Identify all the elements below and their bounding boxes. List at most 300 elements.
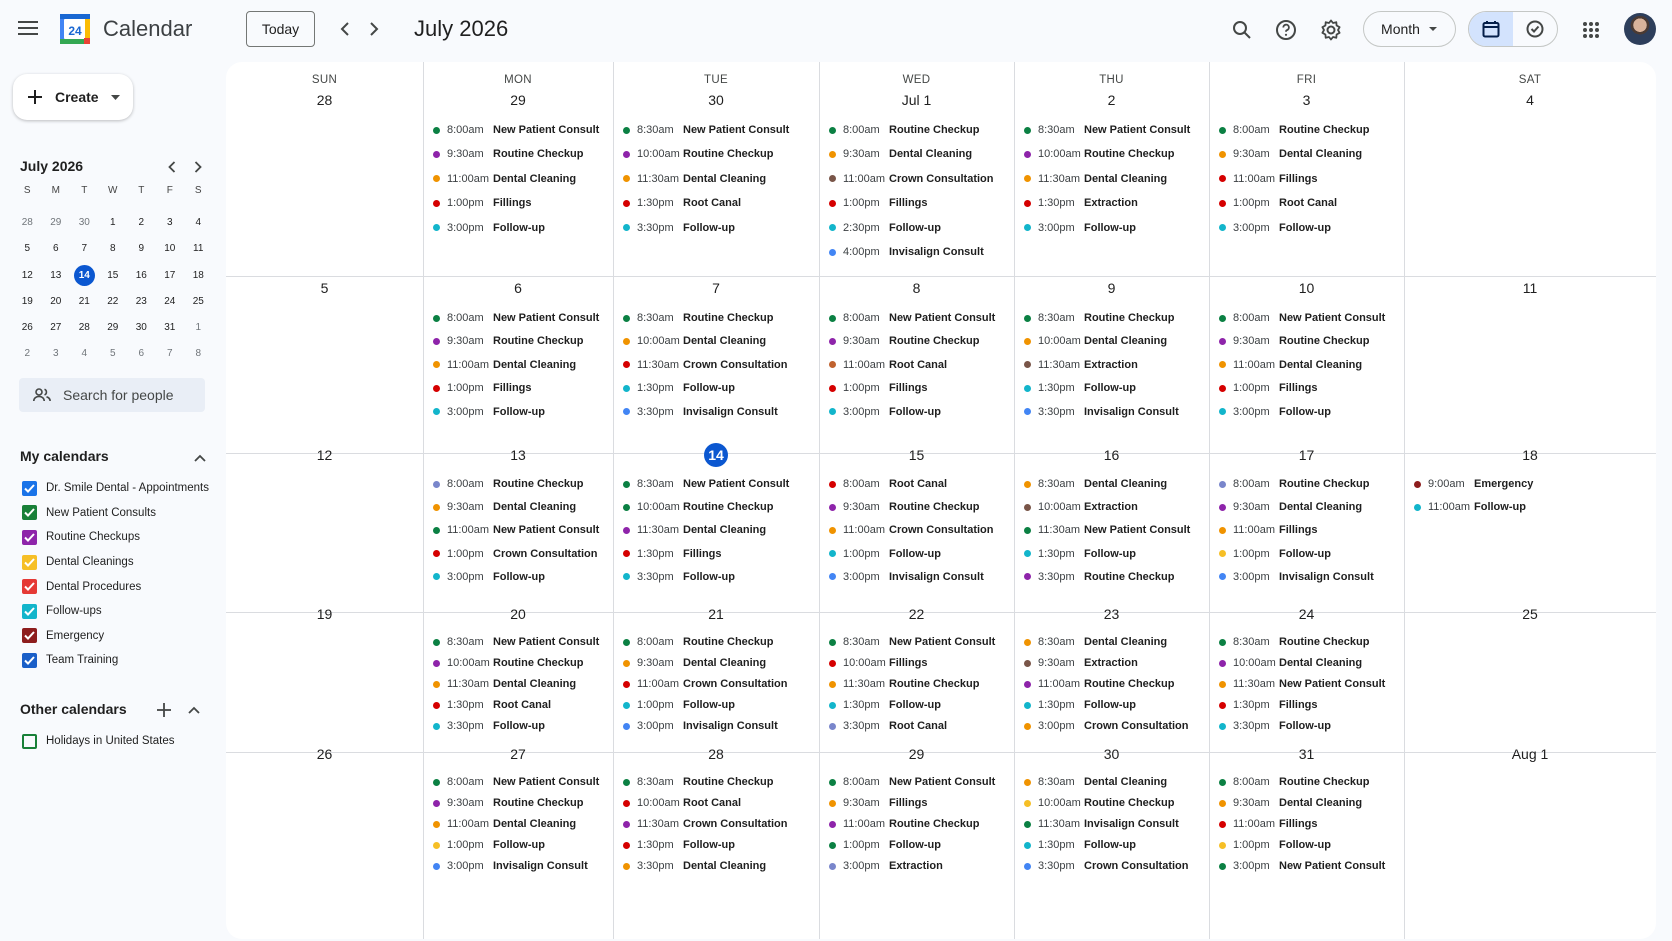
settings-gear-icon[interactable] — [1317, 16, 1345, 44]
event-chip[interactable] — [1024, 653, 1205, 673]
event-chip[interactable] — [829, 520, 1010, 540]
event-chip[interactable] — [1219, 653, 1400, 673]
event-chip[interactable] — [1024, 793, 1205, 813]
mini-prev-month-icon[interactable] — [162, 157, 182, 177]
mini-day[interactable]: 23 — [135, 295, 147, 307]
event-color-dot — [433, 660, 440, 667]
event-chip[interactable] — [829, 308, 1010, 328]
event-time: 11:00am — [1038, 678, 1080, 690]
next-month-icon[interactable] — [361, 16, 387, 42]
event-chip[interactable] — [623, 814, 815, 834]
event-title: Routine Checkup — [683, 636, 774, 648]
event-title: Dental Cleaning — [1279, 797, 1363, 809]
event-color-dot — [1024, 863, 1031, 870]
event-chip[interactable] — [623, 193, 815, 213]
event-chip[interactable] — [829, 355, 1010, 375]
view-selector-dropdown[interactable] — [1363, 11, 1456, 47]
event-chip[interactable] — [433, 378, 609, 398]
event-chip[interactable] — [433, 308, 609, 328]
day-number[interactable]: 30 — [708, 92, 724, 108]
calendar-item[interactable] — [22, 501, 209, 526]
checkbox-checked-icon[interactable] — [22, 481, 37, 496]
event-chip[interactable] — [1024, 567, 1205, 587]
mini-day[interactable]: 5 — [24, 243, 31, 255]
event-chip[interactable] — [623, 308, 815, 328]
day-number[interactable]: 21 — [708, 606, 724, 622]
day-number[interactable]: 11 — [1522, 280, 1538, 296]
event-chip[interactable] — [1414, 497, 1652, 517]
event-color-dot — [433, 315, 440, 322]
event-color-dot — [433, 639, 440, 646]
calendar-item[interactable] — [22, 574, 209, 599]
event-chip[interactable] — [433, 520, 609, 540]
event-chip[interactable] — [623, 674, 815, 694]
event-chip[interactable] — [1219, 378, 1400, 398]
day-number[interactable]: 15 — [908, 447, 925, 463]
day-number[interactable]: 28 — [708, 746, 724, 762]
mini-day[interactable]: 29 — [50, 216, 62, 228]
event-chip[interactable] — [433, 653, 609, 673]
event-time: 1:30pm — [1038, 197, 1075, 210]
event-chip[interactable] — [433, 835, 609, 855]
event-chip[interactable] — [1219, 193, 1400, 213]
event-chip[interactable] — [433, 632, 609, 652]
event-title: New Patient Consult — [1084, 124, 1191, 136]
calendar-item-label: Holidays in United States — [46, 735, 175, 748]
event-chip[interactable] — [433, 331, 609, 351]
event-color-dot — [1219, 175, 1226, 182]
mini-day[interactable]: 29 — [107, 322, 119, 334]
event-chip[interactable] — [433, 193, 609, 213]
event-chip[interactable] — [829, 497, 1010, 517]
event-time: 11:00am — [1428, 501, 1470, 514]
mini-day[interactable]: 6 — [52, 243, 59, 255]
mini-day[interactable]: 21 — [78, 295, 90, 307]
event-chip[interactable] — [829, 193, 1010, 213]
mini-day[interactable]: 18 — [192, 269, 204, 281]
mini-day[interactable]: 4 — [195, 216, 202, 228]
event-chip[interactable] — [829, 144, 1010, 164]
mini-day[interactable]: 11 — [193, 243, 204, 255]
event-chip[interactable] — [829, 716, 1010, 736]
day-number[interactable]: 29 — [908, 746, 925, 762]
event-title: Dental Cleaning — [1084, 172, 1168, 185]
event-chip[interactable] — [623, 793, 815, 813]
event-title: Routine Checkup — [1279, 478, 1370, 490]
mini-day[interactable]: 30 — [135, 322, 147, 334]
calendar-item[interactable] — [22, 729, 174, 754]
event-time: 1:30pm — [637, 197, 674, 210]
event-title: New Patient Consult — [1279, 860, 1386, 872]
calendar-item-label: Dental Cleanings — [46, 556, 134, 569]
event-chip[interactable] — [1219, 695, 1400, 715]
event-chip[interactable] — [433, 402, 609, 422]
event-chip[interactable] — [829, 674, 1010, 694]
event-title: Dental Cleaning — [1279, 501, 1363, 514]
day-number[interactable]: 4 — [1526, 92, 1534, 108]
event-title: New Patient Consult — [493, 312, 600, 324]
day-number[interactable]: 26 — [316, 746, 333, 762]
mini-day[interactable]: 1 — [195, 322, 202, 334]
collapse-other-calendars-icon[interactable] — [184, 700, 204, 720]
event-chip[interactable] — [1024, 355, 1205, 375]
event-chip[interactable] — [1024, 144, 1205, 164]
event-chip[interactable] — [829, 814, 1010, 834]
event-chip[interactable] — [433, 497, 609, 517]
event-chip[interactable] — [623, 378, 815, 398]
event-title: Invisalign Consult — [683, 405, 778, 418]
event-chip[interactable] — [623, 169, 815, 189]
mini-day[interactable]: 28 — [78, 322, 90, 334]
checkbox-checked-icon[interactable] — [22, 555, 37, 570]
calendar-view-icon[interactable] — [1469, 12, 1513, 46]
event-chip[interactable] — [623, 567, 815, 587]
event-chip[interactable] — [623, 544, 815, 564]
event-chip[interactable] — [1024, 474, 1205, 494]
mini-day[interactable]: 7 — [166, 348, 173, 360]
day-number[interactable]: 5 — [320, 280, 329, 296]
event-time: 8:00am — [1233, 124, 1270, 136]
previous-month-icon[interactable] — [332, 16, 358, 42]
event-chip[interactable] — [1219, 544, 1400, 564]
event-chip[interactable] — [1219, 308, 1400, 328]
event-chip[interactable] — [829, 402, 1010, 422]
apps-grid-icon[interactable] — [1577, 16, 1605, 44]
event-chip[interactable] — [829, 653, 1010, 673]
event-chip[interactable] — [829, 793, 1010, 813]
event-chip[interactable] — [1219, 716, 1400, 736]
column-divider — [1014, 62, 1015, 939]
calendar-item[interactable] — [22, 525, 209, 550]
mini-day[interactable]: 16 — [135, 269, 147, 281]
event-color-dot — [829, 224, 836, 231]
day-number[interactable]: 6 — [514, 280, 522, 296]
day-number[interactable]: 12 — [316, 447, 333, 463]
event-chip[interactable] — [623, 695, 815, 715]
mini-day[interactable]: 4 — [81, 348, 88, 360]
day-number[interactable]: 8 — [912, 280, 921, 296]
event-chip[interactable] — [1219, 632, 1400, 652]
day-number[interactable]: 24 — [1298, 606, 1315, 622]
day-number[interactable]: 31 — [1298, 746, 1315, 762]
event-chip[interactable] — [829, 856, 1010, 876]
event-chip[interactable] — [433, 856, 609, 876]
search-people-input[interactable] — [19, 378, 205, 412]
day-number[interactable]: 7 — [712, 280, 720, 296]
event-chip[interactable] — [433, 144, 609, 164]
day-number[interactable]: Jul 1 — [901, 92, 932, 108]
day-number[interactable]: 2 — [1107, 92, 1116, 108]
mini-day[interactable]: 20 — [50, 295, 62, 307]
checkbox-checked-icon[interactable] — [22, 604, 37, 619]
event-chip[interactable] — [829, 218, 1010, 238]
mini-day[interactable]: 5 — [109, 348, 116, 360]
event-chip[interactable] — [623, 402, 815, 422]
event-time: 1:30pm — [843, 699, 880, 711]
today-button[interactable]: Today — [246, 11, 315, 47]
main-menu-icon[interactable] — [14, 14, 42, 42]
event-color-dot — [433, 200, 440, 207]
event-chip[interactable] — [1024, 814, 1205, 834]
event-chip[interactable] — [1219, 120, 1400, 140]
event-chip[interactable] — [433, 218, 609, 238]
day-number[interactable]: 13 — [510, 447, 526, 463]
event-chip[interactable] — [1024, 544, 1205, 564]
event-chip[interactable] — [1219, 567, 1400, 587]
event-title: Routine Checkup — [1084, 148, 1175, 161]
checkbox-checked-icon[interactable] — [22, 579, 37, 594]
event-chip[interactable] — [623, 120, 815, 140]
day-number[interactable]: 20 — [510, 606, 526, 622]
mini-day[interactable]: 25 — [192, 295, 204, 307]
event-chip[interactable] — [1024, 716, 1205, 736]
event-chip[interactable] — [1024, 835, 1205, 855]
day-number[interactable]: 18 — [1522, 447, 1538, 463]
mini-day[interactable]: 12 — [21, 269, 33, 281]
event-chip[interactable] — [433, 544, 609, 564]
event-color-dot — [1024, 779, 1031, 786]
event-color-dot — [1024, 527, 1031, 534]
event-chip[interactable] — [829, 772, 1010, 792]
event-color-dot — [829, 249, 836, 256]
calendar-item-label: Routine Checkups — [46, 531, 140, 544]
event-time: 9:00am — [1428, 478, 1465, 490]
day-number-today[interactable]: 14 — [613, 443, 819, 467]
checkbox-checked-icon[interactable] — [22, 628, 37, 643]
event-chip[interactable] — [1219, 793, 1400, 813]
mini-day[interactable]: 2 — [24, 348, 31, 360]
event-chip[interactable] — [1024, 120, 1205, 140]
mini-day[interactable]: 1 — [109, 216, 116, 228]
event-chip[interactable] — [1219, 674, 1400, 694]
day-number[interactable]: 3 — [1302, 92, 1311, 108]
event-color-dot — [1024, 315, 1031, 322]
mini-day[interactable]: 28 — [21, 216, 33, 228]
event-chip[interactable] — [623, 474, 815, 494]
event-chip[interactable] — [1219, 355, 1400, 375]
mini-day[interactable]: 26 — [21, 322, 33, 334]
event-chip[interactable] — [1219, 772, 1400, 792]
event-chip[interactable] — [1219, 474, 1400, 494]
event-chip[interactable] — [1024, 856, 1205, 876]
day-number[interactable]: 16 — [1103, 447, 1120, 463]
event-chip[interactable] — [1219, 520, 1400, 540]
event-chip[interactable] — [1219, 402, 1400, 422]
day-number[interactable]: 25 — [1522, 606, 1538, 622]
event-color-dot — [1219, 660, 1226, 667]
calendar-item[interactable] — [22, 550, 209, 575]
event-time: 9:30am — [637, 657, 674, 669]
event-chip[interactable] — [829, 242, 1010, 262]
event-title: Root Canal — [683, 197, 742, 210]
event-chip[interactable] — [1219, 218, 1400, 238]
event-time: 10:00am — [1038, 148, 1081, 161]
event-time: 8:00am — [1233, 776, 1270, 788]
event-chip[interactable] — [433, 772, 609, 792]
event-chip[interactable] — [433, 716, 609, 736]
mini-day[interactable]: 3 — [166, 216, 173, 228]
search-people-placeholder: Search for people — [63, 387, 174, 403]
calendar-item[interactable] — [22, 648, 209, 673]
event-chip[interactable] — [1219, 144, 1400, 164]
mini-day[interactable]: 27 — [50, 322, 62, 334]
event-color-dot — [1219, 504, 1226, 511]
day-number[interactable]: 30 — [1103, 746, 1120, 762]
event-chip[interactable] — [829, 544, 1010, 564]
event-time: 10:00am — [1038, 797, 1081, 809]
mini-day[interactable]: 10 — [164, 243, 176, 255]
add-other-calendar-icon[interactable] — [154, 700, 174, 720]
event-chip[interactable] — [623, 520, 815, 540]
help-icon[interactable] — [1272, 16, 1300, 44]
event-chip[interactable] — [1219, 169, 1400, 189]
account-avatar[interactable] — [1624, 13, 1656, 45]
event-chip[interactable] — [433, 120, 609, 140]
event-chip[interactable] — [1219, 835, 1400, 855]
event-chip[interactable] — [1024, 331, 1205, 351]
event-chip[interactable] — [829, 632, 1010, 652]
event-chip[interactable] — [829, 378, 1010, 398]
create-button[interactable] — [13, 74, 133, 120]
calendar-item[interactable] — [22, 599, 209, 624]
event-chip[interactable] — [433, 695, 609, 715]
event-chip[interactable] — [1024, 218, 1205, 238]
mini-day-today[interactable]: 14 — [70, 262, 99, 288]
collapse-my-calendars-icon[interactable] — [190, 448, 210, 468]
calendar-item[interactable] — [22, 624, 209, 649]
event-time: 11:00am — [447, 358, 489, 371]
event-chip[interactable] — [1219, 814, 1400, 834]
day-number[interactable]: 19 — [316, 606, 333, 622]
event-title: Dental Cleaning — [1084, 636, 1168, 648]
event-chip[interactable] — [623, 856, 815, 876]
day-number[interactable]: 9 — [1107, 280, 1116, 296]
event-chip[interactable] — [829, 120, 1010, 140]
event-chip[interactable] — [623, 653, 815, 673]
event-chip[interactable] — [623, 218, 815, 238]
event-chip[interactable] — [433, 674, 609, 694]
mini-day[interactable]: 6 — [138, 348, 145, 360]
event-chip[interactable] — [623, 716, 815, 736]
event-chip[interactable] — [1024, 193, 1205, 213]
event-chip[interactable] — [1414, 474, 1652, 494]
event-title: Fillings — [889, 797, 928, 809]
event-chip[interactable] — [623, 331, 815, 351]
event-chip[interactable] — [1024, 772, 1205, 792]
event-chip[interactable] — [1024, 695, 1205, 715]
event-chip[interactable] — [433, 474, 609, 494]
event-chip[interactable] — [829, 567, 1010, 587]
mini-next-month-icon[interactable] — [188, 157, 208, 177]
event-chip[interactable] — [1024, 308, 1205, 328]
event-color-dot — [1024, 550, 1031, 557]
checkbox-checked-icon[interactable] — [22, 530, 37, 545]
event-color-dot — [829, 660, 836, 667]
event-chip[interactable] — [829, 835, 1010, 855]
checkbox-checked-icon[interactable] — [22, 653, 37, 668]
event-title: Routine Checkup — [1279, 636, 1370, 648]
mini-day[interactable]: 2 — [138, 216, 145, 228]
tasks-check-icon[interactable] — [1513, 12, 1557, 46]
weekday-header: SAT — [1518, 74, 1542, 86]
day-number[interactable]: 23 — [1103, 606, 1120, 622]
mini-day[interactable]: 24 — [164, 295, 176, 307]
calendar-item[interactable] — [22, 476, 209, 501]
day-number[interactable]: 22 — [908, 606, 925, 622]
event-chip[interactable] — [433, 355, 609, 375]
day-number[interactable]: 10 — [1298, 280, 1315, 296]
mini-day[interactable]: 8 — [195, 348, 202, 360]
event-chip[interactable] — [433, 814, 609, 834]
event-color-dot — [623, 550, 630, 557]
day-number[interactable]: 28 — [316, 92, 333, 108]
event-color-dot — [1219, 550, 1226, 557]
event-title: Dental Cleaning — [1279, 358, 1363, 371]
mini-day[interactable]: 30 — [78, 216, 90, 228]
mini-day[interactable]: 15 — [107, 269, 119, 281]
mini-day[interactable]: 7 — [81, 243, 88, 255]
event-chip[interactable] — [433, 793, 609, 813]
event-time: 1:00pm — [637, 699, 674, 711]
event-chip[interactable] — [1024, 497, 1205, 517]
event-chip[interactable] — [829, 331, 1010, 351]
event-chip[interactable] — [1024, 402, 1205, 422]
event-chip[interactable] — [1024, 674, 1205, 694]
event-chip[interactable] — [433, 169, 609, 189]
event-color-dot — [433, 863, 440, 870]
day-number[interactable]: 17 — [1298, 447, 1315, 463]
event-chip[interactable] — [623, 772, 815, 792]
event-time: 8:30am — [1038, 478, 1075, 490]
mini-day[interactable]: 9 — [138, 243, 145, 255]
event-chip[interactable] — [829, 169, 1010, 189]
event-chip[interactable] — [1024, 378, 1205, 398]
event-chip[interactable] — [1024, 520, 1205, 540]
event-chip[interactable] — [829, 474, 1010, 494]
event-time: 11:30am — [843, 678, 885, 690]
event-chip[interactable] — [1219, 497, 1400, 517]
mini-day[interactable]: 13 — [50, 269, 62, 281]
event-chip[interactable] — [623, 355, 815, 375]
event-title: Follow-up — [683, 699, 735, 711]
event-chip[interactable] — [1219, 331, 1400, 351]
event-color-dot — [1024, 660, 1031, 667]
event-chip[interactable] — [1024, 632, 1205, 652]
mini-day[interactable]: 17 — [164, 269, 176, 281]
day-number[interactable]: 29 — [510, 92, 526, 108]
checkbox-unchecked-icon[interactable] — [22, 734, 37, 749]
day-number[interactable]: 27 — [510, 746, 526, 762]
event-chip[interactable] — [1219, 856, 1400, 876]
event-chip[interactable] — [623, 497, 815, 517]
event-chip[interactable] — [623, 835, 815, 855]
mini-day[interactable]: 31 — [164, 322, 176, 334]
event-title: Root Canal — [493, 699, 552, 711]
mini-day[interactable]: 22 — [107, 295, 119, 307]
event-chip[interactable] — [433, 567, 609, 587]
event-chip[interactable] — [829, 695, 1010, 715]
checkbox-checked-icon[interactable] — [22, 505, 37, 520]
event-chip[interactable] — [1024, 169, 1205, 189]
event-chip[interactable] — [623, 144, 815, 164]
mini-day[interactable]: 3 — [52, 348, 59, 360]
search-icon[interactable] — [1228, 16, 1256, 44]
event-chip[interactable] — [623, 632, 815, 652]
event-time: 11:30am — [1038, 172, 1080, 185]
day-number[interactable]: Aug 1 — [1511, 746, 1549, 762]
mini-day[interactable]: 19 — [21, 295, 33, 307]
mini-day[interactable]: 8 — [109, 243, 116, 255]
